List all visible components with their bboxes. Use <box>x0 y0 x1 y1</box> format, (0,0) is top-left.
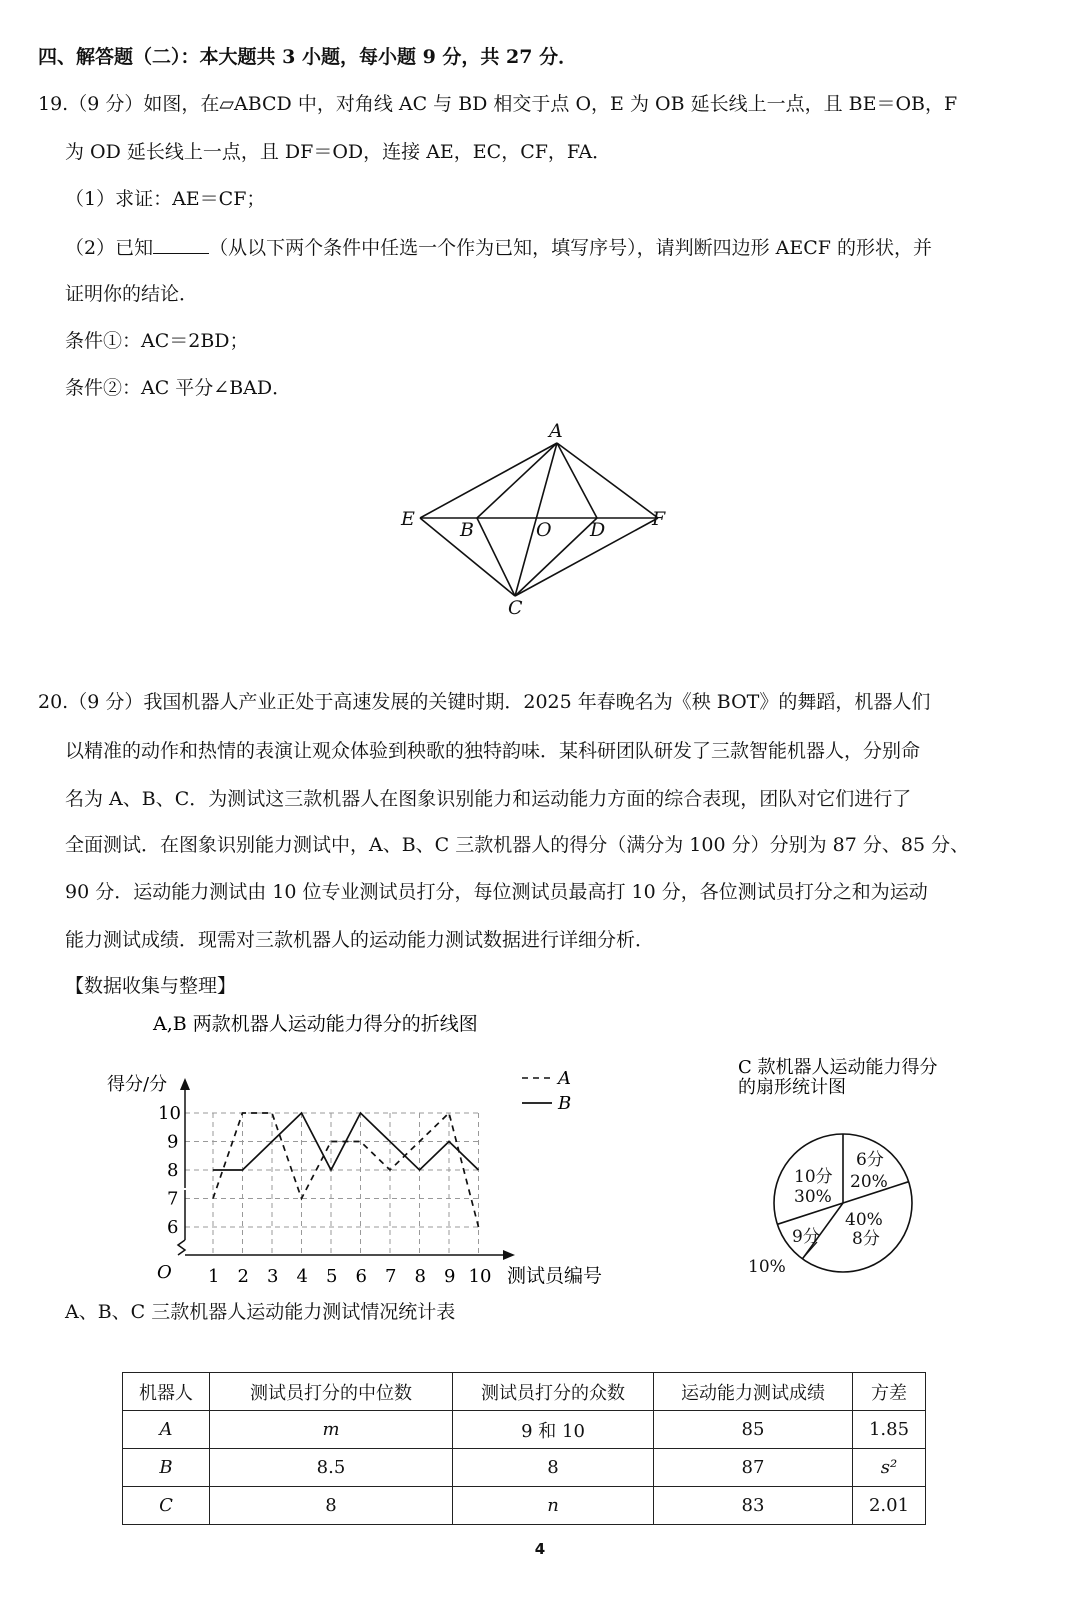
x-tick-label: 5 <box>326 1266 338 1287</box>
slice-label-6: 6分 <box>856 1150 884 1170</box>
x-tick-label: 4 <box>296 1266 308 1287</box>
pie-title-line1: C 款机器人运动能力得分 <box>738 1057 938 1078</box>
slice-percent-8: 40% <box>845 1210 883 1230</box>
x-tick-label: 9 <box>444 1266 456 1287</box>
origin-label: O <box>157 1262 172 1283</box>
point-label-C: C <box>508 597 523 619</box>
table-cell: m <box>210 1411 453 1449</box>
q19-part1: （1）求证：AE＝CF； <box>65 188 266 210</box>
table-header-row <box>123 1373 926 1411</box>
table-header: 方差 <box>853 1373 926 1411</box>
q19-condition-1: 条件①：AC＝2BD； <box>65 330 249 352</box>
data-heading: 【数据收集与整理】 <box>65 975 237 997</box>
table-cell: 2.01 <box>853 1487 926 1525</box>
q19-part2-body: （从以下两个条件中任选一个作为已知，填写序号），请判断四边形 AECF 的形状，并 <box>209 237 932 259</box>
point-label-B: B <box>460 519 474 541</box>
table-row <box>123 1487 926 1525</box>
table-cell: B <box>123 1449 210 1487</box>
table-caption: A、B、C 三款机器人运动能力测试情况统计表 <box>65 1301 456 1323</box>
x-axis-arrow <box>503 1250 515 1260</box>
legend-A-label: A <box>558 1068 571 1089</box>
q19-part2 <box>65 235 932 260</box>
y-tick-label: 9 <box>167 1131 179 1153</box>
y-axis-label: 得分/分 <box>107 1074 168 1095</box>
x-tick-label: 3 <box>267 1266 279 1287</box>
y-tick-label: 8 <box>167 1160 179 1181</box>
point-label-A: A <box>549 420 563 442</box>
pie-title-line2: 的扇形统计图 <box>738 1077 846 1098</box>
x-tick-label: 2 <box>237 1266 249 1287</box>
y-tick-label: 10 <box>158 1103 181 1124</box>
line-chart <box>95 1000 655 1300</box>
table-cell: 83 <box>654 1487 853 1525</box>
y-tick-label: 7 <box>167 1188 179 1210</box>
y-tick-label: 6 <box>167 1217 179 1238</box>
slice-label-8: 8分 <box>852 1229 880 1249</box>
q20-score: （9 分） <box>68 691 144 713</box>
q20-line4: 全面测试．在图象识别能力测试中，A、B、C 三款机器人的得分（满分为 100 分）分别为 87 分、85 分、 <box>65 834 970 856</box>
table-cell: 8 <box>210 1487 453 1525</box>
table-cell: 87 <box>654 1449 853 1487</box>
table-row <box>123 1411 926 1449</box>
table-cell: C <box>123 1487 210 1525</box>
pie-chart <box>720 1045 1020 1295</box>
q20-number: 20. <box>38 691 69 713</box>
q20-line3: 名为 A、B、C．为测试这三款机器人在图象识别能力和运动能力方面的综合表现，团队对它们进行了 <box>65 788 912 810</box>
q19-part2-end: 证明你的结论． <box>65 283 199 305</box>
table-row <box>123 1449 926 1487</box>
table-cell: 8 <box>453 1449 654 1487</box>
x-tick-label: 10 <box>468 1266 492 1287</box>
q19-score: （9 分） <box>68 93 144 115</box>
y-axis-arrow <box>180 1078 190 1090</box>
table-header: 运动能力测试成绩 <box>654 1373 853 1411</box>
point-label-F: F <box>652 508 666 530</box>
q20-line1 <box>38 690 930 714</box>
table-cell: 9 和 10 <box>453 1411 654 1449</box>
slice-label-10: 10分 <box>794 1167 833 1187</box>
point-label-O: O <box>536 519 552 541</box>
page-number: 4 <box>534 1540 546 1558</box>
point-label-D: D <box>590 519 606 541</box>
answer-blank[interactable] <box>153 235 209 254</box>
x-tick-label: 8 <box>414 1266 426 1287</box>
q19-condition-2: 条件②：AC 平分∠BAD． <box>65 377 292 399</box>
point-label-E: E <box>401 508 415 530</box>
section-header: 四、解答题（二）：本大题共 3 小题，每小题 9 分，共 27 分． <box>38 46 578 68</box>
legend-B-label: B <box>558 1093 572 1114</box>
q19-number: 19. <box>38 93 69 115</box>
table-header: 测试员打分的中位数 <box>210 1373 453 1411</box>
q20-line5: 90 分．运动能力测试由 10 位专业测试员打分，每位测试员最高打 10 分，各位测试员打分之和为运动 <box>65 881 928 903</box>
q20-text-line1: 我国机器人产业正处于高速发展的关键时期．2025 年春晚名为《秧 BOT》的舞蹈，机器人们 <box>143 691 931 713</box>
y-axis-break <box>178 1240 185 1255</box>
line-chart-title: A,B 两款机器人运动能力得分的折线图 <box>153 1013 478 1035</box>
q20-line2: 以精准的动作和热情的表演让观众体验到秧歌的独特韵味．某科研团队研发了三款智能机器人，分别命 <box>65 740 921 762</box>
table-cell: 1.85 <box>853 1411 926 1449</box>
q19-part2-prefix: （2）已知 <box>65 237 154 259</box>
x-tick-label: 6 <box>355 1266 367 1287</box>
table-cell: n <box>453 1487 654 1525</box>
slice-percent-9: 10% <box>748 1257 786 1277</box>
x-axis-label: 测试员编号 <box>507 1265 603 1287</box>
chart-legend <box>522 1068 571 1114</box>
chart-grid <box>185 1113 479 1255</box>
q20-line6: 能力测试成绩．现需对三款机器人的运动能力测试数据进行详细分析． <box>65 929 655 951</box>
geometry-figure <box>390 415 690 625</box>
table-header: 机器人 <box>123 1373 210 1411</box>
table-cell: A <box>123 1411 210 1449</box>
table-cell: 85 <box>654 1411 853 1449</box>
slice-label-9: 9分 <box>792 1227 820 1247</box>
q19-line1 <box>38 92 957 116</box>
table-cell: s² <box>853 1449 926 1487</box>
slice-percent-6: 20% <box>850 1172 888 1192</box>
table-cell: 8.5 <box>210 1449 453 1487</box>
stats-table <box>122 1372 926 1525</box>
q19-text-line1: 如图，在▱ABCD 中，对角线 AC 与 BD 相交于点 O，E 为 OB 延长线上一点，且 BE＝OB，F <box>143 93 958 115</box>
table-header: 测试员打分的众数 <box>453 1373 654 1411</box>
x-tick-label: 7 <box>385 1266 397 1287</box>
x-tick-label: 1 <box>208 1266 220 1287</box>
slice-percent-10: 30% <box>794 1187 832 1207</box>
q19-line2: 为 OD 延长线上一点，且 DF＝OD，连接 AE，EC，CF，FA． <box>65 141 612 163</box>
